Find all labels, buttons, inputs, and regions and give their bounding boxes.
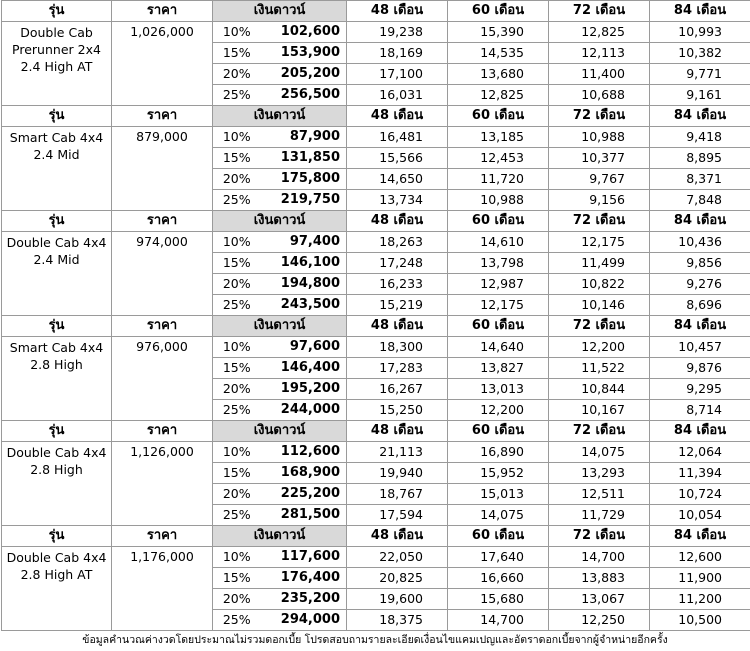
installment-72-months: 13,067 bbox=[549, 589, 650, 610]
header-price: ราคา bbox=[112, 1, 213, 22]
down-percent: 15% bbox=[213, 253, 261, 274]
model-name: Smart Cab 4x4 2.8 High bbox=[2, 337, 112, 421]
installment-60-months: 17,640 bbox=[448, 547, 549, 568]
down-amount: 195,200 bbox=[261, 379, 347, 400]
header-price: ราคา bbox=[112, 211, 213, 232]
header-down-payment: เงินดาวน์ bbox=[213, 1, 347, 22]
down-amount: 244,000 bbox=[261, 400, 347, 421]
down-percent: 25% bbox=[213, 400, 261, 421]
down-percent: 25% bbox=[213, 505, 261, 526]
installment-84-months: 8,371 bbox=[650, 169, 750, 190]
down-percent: 10% bbox=[213, 232, 261, 253]
down-percent: 15% bbox=[213, 463, 261, 484]
installment-84-months: 9,418 bbox=[650, 127, 750, 148]
header-72-months: 72 เดือน bbox=[549, 526, 650, 547]
header-down-payment: เงินดาวน์ bbox=[213, 106, 347, 127]
installment-84-months: 10,993 bbox=[650, 22, 750, 43]
installment-60-months: 15,390 bbox=[448, 22, 549, 43]
down-percent: 20% bbox=[213, 484, 261, 505]
installment-72-months: 10,988 bbox=[549, 127, 650, 148]
header-84-months: 84 เดือน bbox=[650, 1, 750, 22]
down-percent: 15% bbox=[213, 358, 261, 379]
installment-60-months: 12,200 bbox=[448, 400, 549, 421]
installment-84-months: 9,771 bbox=[650, 64, 750, 85]
installment-84-months: 11,900 bbox=[650, 568, 750, 589]
down-percent: 25% bbox=[213, 610, 261, 631]
header-down-payment: เงินดาวน์ bbox=[213, 526, 347, 547]
installment-84-months: 7,848 bbox=[650, 190, 750, 211]
installment-60-months: 14,610 bbox=[448, 232, 549, 253]
model-name: Smart Cab 4x4 2.4 Mid bbox=[2, 127, 112, 211]
header-60-months: 60 เดือน bbox=[448, 1, 549, 22]
header-60-months: 60 เดือน bbox=[448, 211, 549, 232]
installment-84-months: 9,276 bbox=[650, 274, 750, 295]
installment-60-months: 12,175 bbox=[448, 295, 549, 316]
down-amount: 235,200 bbox=[261, 589, 347, 610]
header-row bbox=[2, 106, 750, 127]
installment-48-months: 18,300 bbox=[347, 337, 448, 358]
installment-72-months: 14,700 bbox=[549, 547, 650, 568]
down-percent: 15% bbox=[213, 568, 261, 589]
down-percent: 25% bbox=[213, 85, 261, 106]
table-row bbox=[2, 547, 750, 568]
installment-60-months: 13,680 bbox=[448, 64, 549, 85]
down-percent: 25% bbox=[213, 295, 261, 316]
installment-60-months: 15,952 bbox=[448, 463, 549, 484]
installment-84-months: 9,876 bbox=[650, 358, 750, 379]
header-down-payment: เงินดาวน์ bbox=[213, 316, 347, 337]
installment-84-months: 8,895 bbox=[650, 148, 750, 169]
header-down-payment: เงินดาวน์ bbox=[213, 211, 347, 232]
down-amount: 281,500 bbox=[261, 505, 347, 526]
installment-48-months: 20,825 bbox=[347, 568, 448, 589]
installment-84-months: 10,457 bbox=[650, 337, 750, 358]
header-72-months: 72 เดือน bbox=[549, 106, 650, 127]
installment-72-months: 9,767 bbox=[549, 169, 650, 190]
model-name: Double Cab 4x4 2.8 High bbox=[2, 442, 112, 526]
installment-72-months: 10,377 bbox=[549, 148, 650, 169]
car-price: 1,126,000 bbox=[112, 442, 213, 526]
down-amount: 243,500 bbox=[261, 295, 347, 316]
header-48-months: 48 เดือน bbox=[347, 526, 448, 547]
installment-60-months: 14,075 bbox=[448, 505, 549, 526]
down-amount: 256,500 bbox=[261, 85, 347, 106]
header-60-months: 60 เดือน bbox=[448, 316, 549, 337]
installment-48-months: 17,100 bbox=[347, 64, 448, 85]
installment-84-months: 9,161 bbox=[650, 85, 750, 106]
header-84-months: 84 เดือน bbox=[650, 106, 750, 127]
installment-price-table bbox=[1, 0, 750, 631]
down-amount: 117,600 bbox=[261, 547, 347, 568]
installment-48-months: 21,113 bbox=[347, 442, 448, 463]
down-percent: 10% bbox=[213, 442, 261, 463]
car-price: 879,000 bbox=[112, 127, 213, 211]
header-model: รุ่น bbox=[2, 106, 112, 127]
header-48-months: 48 เดือน bbox=[347, 316, 448, 337]
header-model: รุ่น bbox=[2, 421, 112, 442]
header-price: ราคา bbox=[112, 526, 213, 547]
installment-60-months: 12,453 bbox=[448, 148, 549, 169]
installment-72-months: 14,075 bbox=[549, 442, 650, 463]
installment-72-months: 12,825 bbox=[549, 22, 650, 43]
installment-72-months: 12,250 bbox=[549, 610, 650, 631]
header-72-months: 72 เดือน bbox=[549, 1, 650, 22]
installment-72-months: 11,499 bbox=[549, 253, 650, 274]
header-84-months: 84 เดือน bbox=[650, 316, 750, 337]
installment-72-months: 12,175 bbox=[549, 232, 650, 253]
header-48-months: 48 เดือน bbox=[347, 1, 448, 22]
installment-60-months: 16,890 bbox=[448, 442, 549, 463]
header-60-months: 60 เดือน bbox=[448, 421, 549, 442]
down-amount: 175,800 bbox=[261, 169, 347, 190]
installment-72-months: 10,167 bbox=[549, 400, 650, 421]
down-percent: 20% bbox=[213, 274, 261, 295]
down-percent: 20% bbox=[213, 64, 261, 85]
down-percent: 10% bbox=[213, 22, 261, 43]
header-row bbox=[2, 211, 750, 232]
header-84-months: 84 เดือน bbox=[650, 211, 750, 232]
installment-48-months: 15,566 bbox=[347, 148, 448, 169]
car-price: 974,000 bbox=[112, 232, 213, 316]
header-72-months: 72 เดือน bbox=[549, 421, 650, 442]
installment-60-months: 12,987 bbox=[448, 274, 549, 295]
installment-72-months: 12,113 bbox=[549, 43, 650, 64]
installment-60-months: 13,827 bbox=[448, 358, 549, 379]
installment-84-months: 10,054 bbox=[650, 505, 750, 526]
header-60-months: 60 เดือน bbox=[448, 106, 549, 127]
header-model: รุ่น bbox=[2, 211, 112, 232]
down-amount: 131,850 bbox=[261, 148, 347, 169]
installment-72-months: 11,522 bbox=[549, 358, 650, 379]
table-row bbox=[2, 232, 750, 253]
installment-60-months: 15,013 bbox=[448, 484, 549, 505]
header-model: รุ่น bbox=[2, 526, 112, 547]
header-84-months: 84 เดือน bbox=[650, 421, 750, 442]
down-amount: 146,100 bbox=[261, 253, 347, 274]
installment-48-months: 18,263 bbox=[347, 232, 448, 253]
installment-60-months: 11,720 bbox=[448, 169, 549, 190]
car-price: 976,000 bbox=[112, 337, 213, 421]
header-row bbox=[2, 1, 750, 22]
installment-72-months: 12,200 bbox=[549, 337, 650, 358]
down-amount: 219,750 bbox=[261, 190, 347, 211]
installment-72-months: 12,511 bbox=[549, 484, 650, 505]
down-percent: 10% bbox=[213, 337, 261, 358]
down-amount: 102,600 bbox=[261, 22, 347, 43]
down-percent: 20% bbox=[213, 169, 261, 190]
installment-48-months: 17,594 bbox=[347, 505, 448, 526]
installment-72-months: 10,146 bbox=[549, 295, 650, 316]
installment-48-months: 17,248 bbox=[347, 253, 448, 274]
installment-48-months: 16,031 bbox=[347, 85, 448, 106]
down-amount: 153,900 bbox=[261, 43, 347, 64]
installment-84-months: 11,394 bbox=[650, 463, 750, 484]
down-amount: 146,400 bbox=[261, 358, 347, 379]
installment-60-months: 13,013 bbox=[448, 379, 549, 400]
installment-48-months: 22,050 bbox=[347, 547, 448, 568]
car-price: 1,026,000 bbox=[112, 22, 213, 106]
installment-60-months: 14,700 bbox=[448, 610, 549, 631]
model-name: Double Cab 4x4 2.8 High AT bbox=[2, 547, 112, 631]
down-amount: 112,600 bbox=[261, 442, 347, 463]
header-72-months: 72 เดือน bbox=[549, 211, 650, 232]
down-percent: 15% bbox=[213, 148, 261, 169]
installment-60-months: 10,988 bbox=[448, 190, 549, 211]
table-row bbox=[2, 22, 750, 43]
installment-48-months: 14,650 bbox=[347, 169, 448, 190]
installment-84-months: 8,714 bbox=[650, 400, 750, 421]
table-row bbox=[2, 127, 750, 148]
table-body bbox=[2, 1, 750, 631]
table-row bbox=[2, 337, 750, 358]
header-model: รุ่น bbox=[2, 316, 112, 337]
header-48-months: 48 เดือน bbox=[347, 421, 448, 442]
down-percent: 10% bbox=[213, 127, 261, 148]
down-amount: 194,800 bbox=[261, 274, 347, 295]
installment-48-months: 17,283 bbox=[347, 358, 448, 379]
installment-72-months: 9,156 bbox=[549, 190, 650, 211]
down-percent: 20% bbox=[213, 589, 261, 610]
installment-48-months: 15,250 bbox=[347, 400, 448, 421]
installment-60-months: 15,680 bbox=[448, 589, 549, 610]
installment-84-months: 9,295 bbox=[650, 379, 750, 400]
installment-48-months: 18,375 bbox=[347, 610, 448, 631]
car-price: 1,176,000 bbox=[112, 547, 213, 631]
installment-72-months: 11,400 bbox=[549, 64, 650, 85]
installment-48-months: 19,600 bbox=[347, 589, 448, 610]
down-percent: 15% bbox=[213, 43, 261, 64]
model-name: Double Cab Prerunner 2x4 2.4 High AT bbox=[2, 22, 112, 106]
installment-72-months: 10,688 bbox=[549, 85, 650, 106]
down-amount: 294,000 bbox=[261, 610, 347, 631]
down-amount: 97,600 bbox=[261, 337, 347, 358]
installment-48-months: 15,219 bbox=[347, 295, 448, 316]
installment-84-months: 12,600 bbox=[650, 547, 750, 568]
down-percent: 25% bbox=[213, 190, 261, 211]
header-48-months: 48 เดือน bbox=[347, 211, 448, 232]
installment-48-months: 16,267 bbox=[347, 379, 448, 400]
down-amount: 168,900 bbox=[261, 463, 347, 484]
installment-72-months: 13,293 bbox=[549, 463, 650, 484]
header-row bbox=[2, 421, 750, 442]
installment-72-months: 10,844 bbox=[549, 379, 650, 400]
table-row bbox=[2, 442, 750, 463]
header-down-payment: เงินดาวน์ bbox=[213, 421, 347, 442]
installment-84-months: 8,696 bbox=[650, 295, 750, 316]
installment-72-months: 13,883 bbox=[549, 568, 650, 589]
down-amount: 87,900 bbox=[261, 127, 347, 148]
down-amount: 97,400 bbox=[261, 232, 347, 253]
installment-84-months: 10,436 bbox=[650, 232, 750, 253]
header-60-months: 60 เดือน bbox=[448, 526, 549, 547]
header-72-months: 72 เดือน bbox=[549, 316, 650, 337]
down-percent: 10% bbox=[213, 547, 261, 568]
installment-60-months: 12,825 bbox=[448, 85, 549, 106]
installment-60-months: 14,640 bbox=[448, 337, 549, 358]
down-amount: 225,200 bbox=[261, 484, 347, 505]
header-model: รุ่น bbox=[2, 1, 112, 22]
down-percent: 20% bbox=[213, 379, 261, 400]
installment-48-months: 16,233 bbox=[347, 274, 448, 295]
installment-84-months: 10,500 bbox=[650, 610, 750, 631]
model-name: Double Cab 4x4 2.4 Mid bbox=[2, 232, 112, 316]
installment-48-months: 18,169 bbox=[347, 43, 448, 64]
installment-72-months: 11,729 bbox=[549, 505, 650, 526]
installment-48-months: 16,481 bbox=[347, 127, 448, 148]
installment-84-months: 9,856 bbox=[650, 253, 750, 274]
header-price: ราคา bbox=[112, 106, 213, 127]
installment-48-months: 13,734 bbox=[347, 190, 448, 211]
installment-84-months: 11,200 bbox=[650, 589, 750, 610]
header-price: ราคา bbox=[112, 316, 213, 337]
installment-48-months: 19,940 bbox=[347, 463, 448, 484]
installment-60-months: 13,798 bbox=[448, 253, 549, 274]
header-84-months: 84 เดือน bbox=[650, 526, 750, 547]
installment-72-months: 10,822 bbox=[549, 274, 650, 295]
installment-84-months: 12,064 bbox=[650, 442, 750, 463]
installment-48-months: 19,238 bbox=[347, 22, 448, 43]
header-row bbox=[2, 316, 750, 337]
header-price: ราคา bbox=[112, 421, 213, 442]
header-48-months: 48 เดือน bbox=[347, 106, 448, 127]
installment-60-months: 14,535 bbox=[448, 43, 549, 64]
footnote: ข้อมูลคำนวณค่างวดโดยประมาณไม่รวมดอกเบี้ย โปรดสอบถามรายละเอียดเงื่อนไขแคมเปญและอัตราดอกเบี้ยจากผู้จำหน่ายอีกครั้ง bbox=[82, 634, 668, 646]
down-amount: 176,400 bbox=[261, 568, 347, 589]
installment-48-months: 18,767 bbox=[347, 484, 448, 505]
installment-84-months: 10,382 bbox=[650, 43, 750, 64]
installment-60-months: 16,660 bbox=[448, 568, 549, 589]
installment-84-months: 10,724 bbox=[650, 484, 750, 505]
down-amount: 205,200 bbox=[261, 64, 347, 85]
installment-60-months: 13,185 bbox=[448, 127, 549, 148]
header-row bbox=[2, 526, 750, 547]
